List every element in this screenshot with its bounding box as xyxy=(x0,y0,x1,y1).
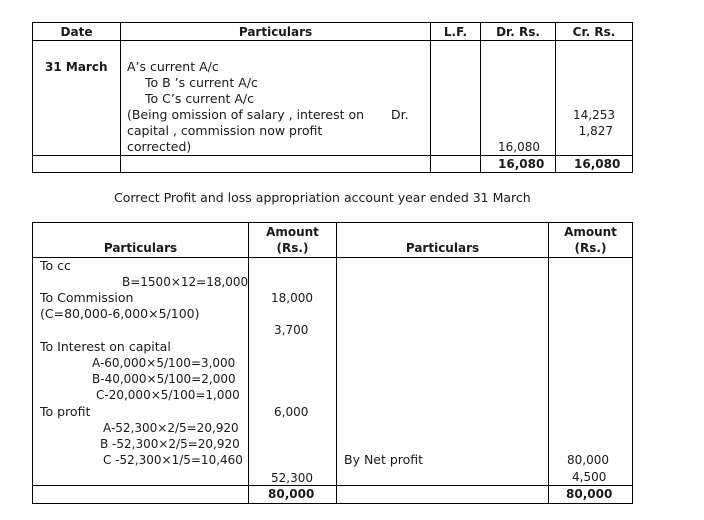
entry-date: 31 March xyxy=(45,60,108,74)
narration-line-2: capital , commission now profit xyxy=(127,123,323,138)
amount-profit: 52,300 xyxy=(271,471,313,485)
total-dr: 16,080 xyxy=(498,157,545,171)
debit-account-line: A’s current A/c xyxy=(127,59,219,74)
right-total: 80,000 xyxy=(566,487,613,501)
profit-c-calc: C -52,300×1/5=10,460 xyxy=(103,453,243,467)
header-amount-left-unit: (Rs.) xyxy=(276,241,309,255)
cr-value-c: 1,827 xyxy=(578,124,613,138)
amount-commission: 3,700 xyxy=(274,323,309,337)
amount-interest: 6,000 xyxy=(274,405,309,419)
interest-a-calc: A-60,000×5/100=3,000 xyxy=(92,356,236,370)
credit-account-c-line: To C’s current A/c xyxy=(145,91,255,106)
commission-calc: (C=80,000-6,000×5/100) xyxy=(40,306,200,321)
to-commission-line: To Commission xyxy=(40,290,134,305)
amount-net-profit: 80,000 xyxy=(567,453,609,467)
header-particulars: Particulars xyxy=(238,25,313,39)
left-total: 80,000 xyxy=(268,487,315,501)
dr-value: 16,080 xyxy=(498,140,540,154)
interest-b-calc: B-40,000×5/100=2,000 xyxy=(92,372,236,386)
header-amount-right: Amount xyxy=(564,225,617,239)
header-amount-right-unit: (Rs.) xyxy=(574,241,607,255)
header-cr: Cr. Rs. xyxy=(572,25,616,39)
header-amount-left: Amount xyxy=(266,225,319,239)
dr-marker: Dr. xyxy=(391,107,409,122)
narration-line-1: (Being omission of salary , interest on xyxy=(127,107,365,122)
to-interest-line: To Interest on capital xyxy=(40,339,171,354)
header-dr: Dr. Rs. xyxy=(496,25,540,39)
profit-b-calc: B -52,300×2/5=20,920 xyxy=(100,437,240,451)
header-lf: L.F. xyxy=(443,25,468,39)
amount-cc: 18,000 xyxy=(271,291,313,305)
header-particulars-right: Particulars xyxy=(405,241,480,255)
by-net-profit-line: By Net profit xyxy=(344,452,424,467)
narration-line-3: corrected) xyxy=(127,139,192,154)
credit-account-b-line: To B ’s current A/c xyxy=(145,75,258,90)
to-profit-line: To profit xyxy=(40,404,91,419)
interest-c-calc: C-20,000×5/100=1,000 xyxy=(96,388,240,402)
to-cc-line: To cc xyxy=(40,258,71,273)
total-cr: 16,080 xyxy=(574,157,621,171)
cr-value-b: 14,253 xyxy=(573,108,615,122)
cc-b-calc: B=1500×12=18,000 xyxy=(122,275,249,289)
header-date: Date xyxy=(60,25,93,39)
appropriation-caption: Correct Profit and loss appropriation account year ended 31 March xyxy=(114,190,531,205)
amount-adjustment: 4,500 xyxy=(572,470,607,484)
profit-a-calc: A-52,300×2/5=20,920 xyxy=(103,421,239,435)
header-particulars-left: Particulars xyxy=(103,241,178,255)
